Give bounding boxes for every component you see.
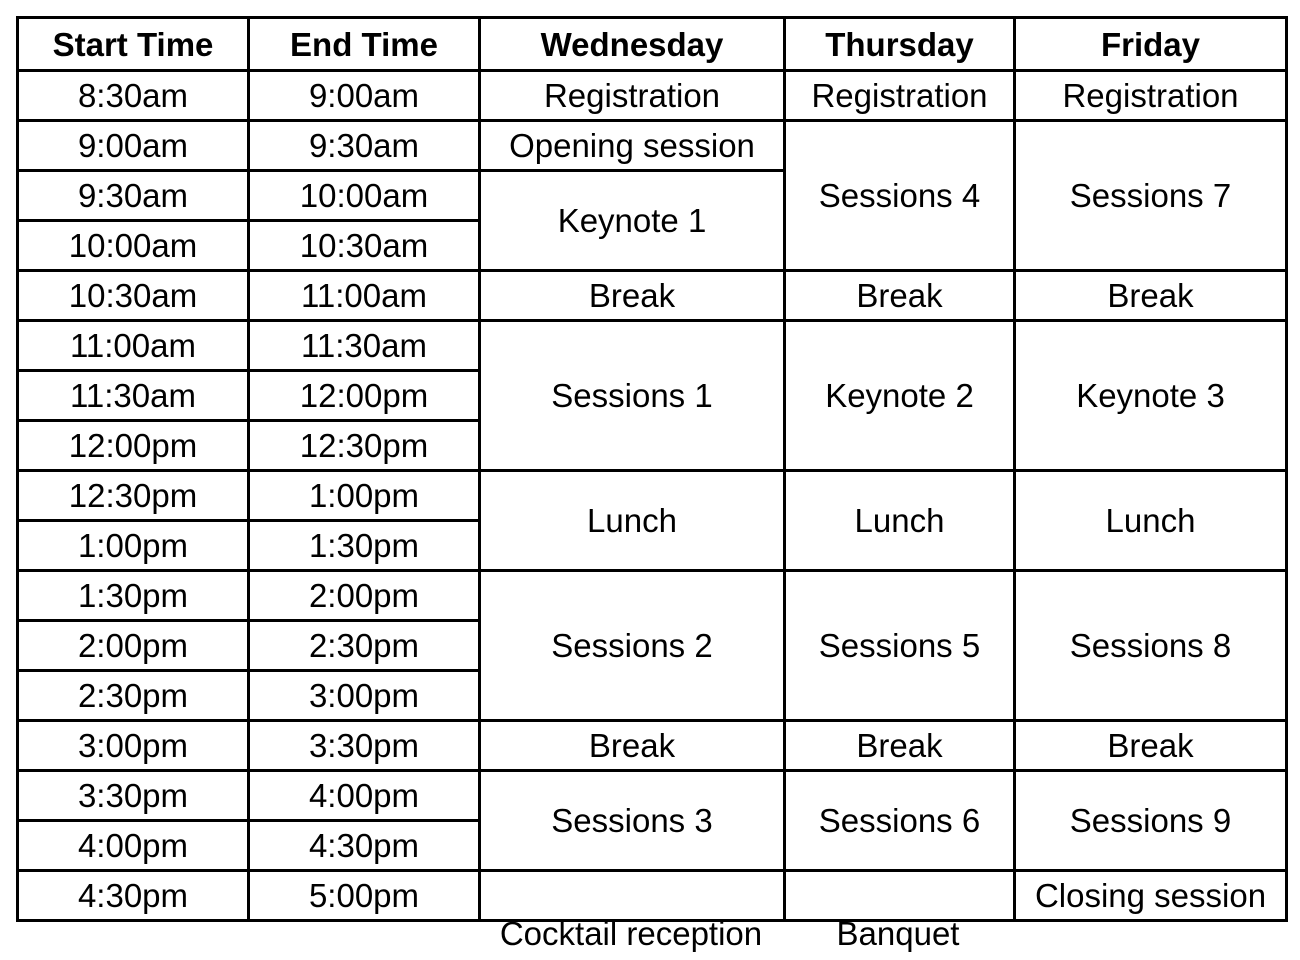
- end-time-cell: 12:30pm: [249, 421, 480, 471]
- start-time-cell: 3:30pm: [18, 771, 249, 821]
- wednesday-break-afternoon: Break: [480, 721, 785, 771]
- friday-sessions-c: Sessions 9: [1015, 771, 1287, 871]
- wednesday-sessions-b: Sessions 2: [480, 571, 785, 721]
- thursday-break-morning: Break: [785, 271, 1015, 321]
- wednesday-opening-session: Opening session: [480, 121, 785, 171]
- friday-registration: Registration: [1015, 71, 1287, 121]
- table-row: [18, 871, 1287, 921]
- start-time-cell: 2:00pm: [18, 621, 249, 671]
- conference-schedule-table: [16, 16, 1288, 922]
- table-row: [18, 71, 1287, 121]
- friday-sessions-b: Sessions 8: [1015, 571, 1287, 721]
- table-row: [18, 321, 1287, 371]
- table-row: [18, 771, 1287, 821]
- friday-keynote: Keynote 3: [1015, 321, 1287, 471]
- start-time-cell: 12:00pm: [18, 421, 249, 471]
- table-row: [18, 721, 1287, 771]
- end-time-cell: 9:00am: [249, 71, 480, 121]
- thursday-sessions-b: Sessions 5: [785, 571, 1015, 721]
- friday-lunch: Lunch: [1015, 471, 1287, 571]
- thursday-evening-event: Banquet: [836, 915, 960, 952]
- wednesday-evening-event: Cocktail reception: [499, 915, 763, 952]
- friday-closing-session: Closing session: [1015, 871, 1287, 921]
- table-row: [18, 471, 1287, 521]
- start-time-cell: 11:00am: [18, 321, 249, 371]
- wednesday-registration: Registration: [480, 71, 785, 121]
- start-time-cell: 12:30pm: [18, 471, 249, 521]
- header-wednesday: Wednesday: [480, 18, 785, 71]
- start-time-cell: 1:00pm: [18, 521, 249, 571]
- thursday-sessions-a: Sessions 4: [785, 121, 1015, 271]
- friday-break-afternoon: Break: [1015, 721, 1287, 771]
- start-time-cell: 1:30pm: [18, 571, 249, 621]
- end-time-cell: 2:00pm: [249, 571, 480, 621]
- end-time-cell: 9:30am: [249, 121, 480, 171]
- header-start-time: Start Time: [18, 18, 249, 71]
- wednesday-late-empty: [480, 871, 785, 921]
- thursday-registration: Registration: [785, 71, 1015, 121]
- wednesday-sessions-a: Sessions 1: [480, 321, 785, 471]
- end-time-cell: 3:30pm: [249, 721, 480, 771]
- end-time-cell: 1:00pm: [249, 471, 480, 521]
- end-time-cell: 4:00pm: [249, 771, 480, 821]
- end-time-cell: 4:30pm: [249, 821, 480, 871]
- start-time-cell: 9:30am: [18, 171, 249, 221]
- table-row: [18, 121, 1287, 171]
- start-time-cell: 8:30am: [18, 71, 249, 121]
- friday-sessions-a: Sessions 7: [1015, 121, 1287, 271]
- start-time-cell: 3:00pm: [18, 721, 249, 771]
- end-time-cell: 10:30am: [249, 221, 480, 271]
- start-time-cell: 2:30pm: [18, 671, 249, 721]
- header-friday: Friday: [1015, 18, 1287, 71]
- end-time-cell: 2:30pm: [249, 621, 480, 671]
- header-end-time: End Time: [249, 18, 480, 71]
- friday-break-morning: Break: [1015, 271, 1287, 321]
- wednesday-lunch: Lunch: [480, 471, 785, 571]
- thursday-sessions-c: Sessions 6: [785, 771, 1015, 871]
- start-time-cell: 4:00pm: [18, 821, 249, 871]
- wednesday-keynote: Keynote 1: [480, 171, 785, 271]
- wednesday-break-morning: Break: [480, 271, 785, 321]
- wednesday-sessions-c: Sessions 3: [480, 771, 785, 871]
- thursday-keynote: Keynote 2: [785, 321, 1015, 471]
- thursday-lunch: Lunch: [785, 471, 1015, 571]
- end-time-cell: 3:00pm: [249, 671, 480, 721]
- start-time-cell: 10:30am: [18, 271, 249, 321]
- start-time-cell: 10:00am: [18, 221, 249, 271]
- end-time-cell: 12:00pm: [249, 371, 480, 421]
- table-row: [18, 571, 1287, 621]
- end-time-cell: 1:30pm: [249, 521, 480, 571]
- thursday-break-afternoon: Break: [785, 721, 1015, 771]
- thursday-late-empty: [785, 871, 1015, 921]
- start-time-cell: 9:00am: [18, 121, 249, 171]
- table-row: [18, 271, 1287, 321]
- end-time-cell: 11:30am: [249, 321, 480, 371]
- end-time-cell: 10:00am: [249, 171, 480, 221]
- header-row: [18, 18, 1287, 71]
- start-time-cell: 4:30pm: [18, 871, 249, 921]
- end-time-cell: 5:00pm: [249, 871, 480, 921]
- end-time-cell: 11:00am: [249, 271, 480, 321]
- start-time-cell: 11:30am: [18, 371, 249, 421]
- header-thursday: Thursday: [785, 18, 1015, 71]
